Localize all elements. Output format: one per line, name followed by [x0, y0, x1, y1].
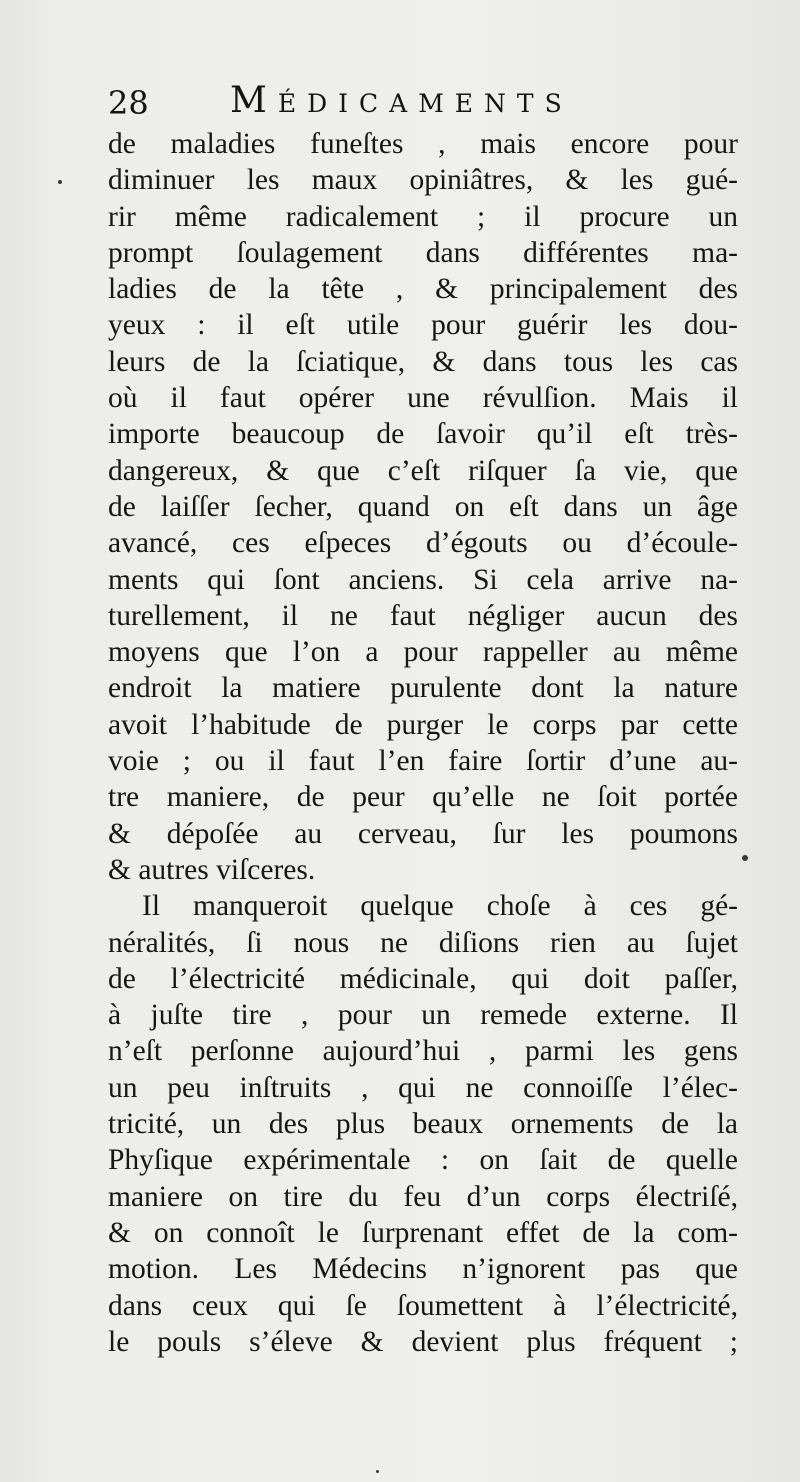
text-line: yeux : il eſt utile pour guérir les dou- — [108, 309, 738, 342]
text-line: prompt ſoulagement dans différentes ma- — [108, 236, 738, 269]
text-line: avoit l’habitude de purger le corps par cette — [108, 708, 738, 741]
paragraph-last-line: & autres viſceres. — [108, 853, 316, 886]
text-line: le pouls s’éleve & devient plus fréquent ; — [108, 1325, 738, 1358]
text-line: ments qui ſont anciens. Si cela arrive na- — [108, 563, 738, 596]
paper-speck — [742, 855, 748, 861]
text-line: endroit la matiere purulente dont la nature — [108, 672, 738, 705]
body-text — [108, 126, 738, 1360]
text-line: maniere on tire du feu d’un corps électriſé, — [108, 1180, 738, 1213]
page-number: 28 — [108, 84, 149, 122]
text-line: diminuer les maux opiniâtres, & les gué- — [108, 164, 738, 197]
text-line: de maladies funeſtes , mais encore pour — [108, 128, 738, 160]
text-line: & dépoſée au cerveau, ſur les poumons — [108, 817, 738, 850]
text-line: motion. Les Médecins n’ignorent pas que — [108, 1253, 738, 1286]
text-line: moyens que l’on a pour rappeller au même — [108, 636, 738, 669]
text-line: un peu inſtruits , qui ne connoiſſe l’élec- — [108, 1071, 738, 1104]
text-line: turellement, il ne faut négliger aucun des — [108, 599, 738, 632]
text-line: voie ; ou il faut l’en faire ſortir d’une au- — [108, 745, 738, 778]
text-line: avancé, ces eſpeces d’égouts ou d’écoule- — [108, 527, 738, 560]
text-line: tre maniere, de peur qu’elle ne ſoit portée — [108, 781, 738, 814]
paper-speck — [376, 1470, 379, 1473]
text-line: ladies de la tête , & principalement des — [108, 273, 738, 306]
paragraph-first-line: Il manqueroit quelque choſe à ces gé- — [142, 890, 738, 923]
text-line: néralités, ſi nous ne diſions rien au ſujet — [108, 926, 738, 959]
text-line: & on connoît le ſurprenant effet de la com- — [108, 1216, 738, 1249]
text-line: de laiſſer ſecher, quand on eſt dans un âge — [108, 490, 738, 523]
text-line: dangereux, & que c’eſt riſquer ſa vie, que — [108, 454, 738, 487]
text-line: dans ceux qui ſe ſoumettent à l’électricité, — [108, 1289, 738, 1322]
paper-speck — [58, 180, 62, 184]
text-line: leurs de la ſciatique, & dans tous les cas — [108, 345, 738, 378]
text-line: rir même radicalement ; il procure un — [108, 200, 738, 233]
running-title: Médicaments — [230, 80, 573, 121]
text-line: à juſte tire , pour un remede externe. Il — [108, 999, 738, 1032]
text-line: où il faut opérer une révulſion. Mais il — [108, 382, 738, 415]
page-header — [108, 80, 768, 126]
text-line: Phyſique expérimentale : on ſait de quelle — [108, 1144, 738, 1177]
text-line: tricité, un des plus beaux ornements de la — [108, 1108, 738, 1141]
text-line: n’eſt perſonne aujourd’hui , parmi les gens — [108, 1035, 738, 1068]
text-line: importe beaucoup de ſavoir qu’il eſt très- — [108, 418, 738, 451]
text-line: de l’électricité médicinale, qui doit paſſer, — [108, 962, 738, 995]
